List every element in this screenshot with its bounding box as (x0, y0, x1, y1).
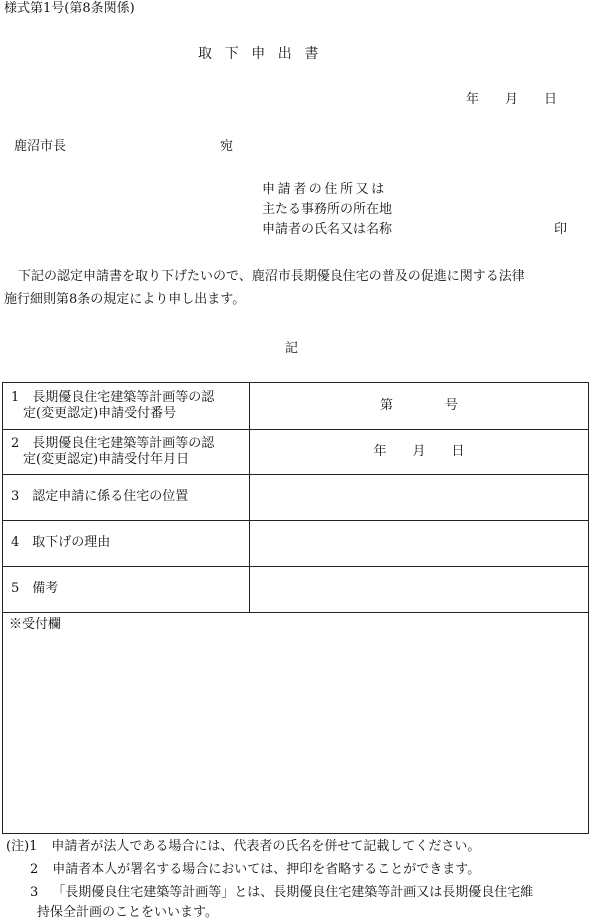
application-table (2, 382, 589, 613)
row-label-line: 3 認定申請に係る住宅の位置 (11, 489, 189, 505)
note-prefix: (注)1 (6, 839, 38, 854)
row-label (3, 521, 250, 567)
ki-heading: 記 (285, 341, 299, 356)
table-row (3, 383, 589, 430)
table-row (3, 430, 589, 475)
row-label (3, 383, 250, 430)
row-label-line: 定(変更認定)申請受付年月日 (23, 452, 190, 467)
note-text: 「長期優良住宅建築等計画等」とは、長期優良住宅建築等計画又は長期優良住宅維 (52, 885, 534, 900)
row-label-line: 4 取下げの理由 (11, 535, 111, 551)
note-text: 申請者本人が署名する場合においては、押印を省略することができます。 (52, 862, 481, 877)
addressee-honorific: 宛 (220, 139, 234, 154)
note-3-continuation (6, 905, 586, 921)
note-3 (6, 885, 586, 901)
row-label-line: 5 備考 (11, 581, 59, 597)
receipt-date-field[interactable] (250, 430, 589, 475)
seal-mark: 印 (554, 222, 568, 237)
table-row (3, 475, 589, 521)
body-text-line-1: 下記の認定申請書を取り下げたいので、鹿沼市長期優良住宅の普及の促進に関する法律 (18, 269, 525, 284)
row-value: 第 号 (379, 397, 458, 413)
form-number: 様式第1号(第8条関係) (4, 1, 135, 16)
note-text: 持保全計画のことをいいます。 (37, 905, 218, 920)
applicant-office-label: 主たる事務所の所在地 (262, 202, 393, 217)
table-row (3, 521, 589, 567)
row-label-line: 1 長期優良住宅建築等計画等の認 (11, 389, 215, 405)
body-text-line-2: 施行細則第8条の規定により申し出ます。 (4, 292, 246, 307)
row-label (3, 567, 250, 613)
document-title: 取下申出書 (198, 46, 331, 62)
applicant-address-label: 申請者の住所又は (262, 182, 387, 197)
applicant-name-label: 申請者の氏名又は名称 (262, 222, 393, 237)
withdrawal-reason-field[interactable] (250, 521, 589, 567)
row-label-line: 2 長期優良住宅建築等計画等の認 (11, 435, 215, 451)
table-row (3, 567, 589, 613)
note-2 (6, 862, 586, 878)
row-label (3, 475, 250, 521)
remarks-field[interactable] (250, 567, 589, 613)
row-label-line: 定(変更認定)申請受付番号 (23, 406, 177, 421)
receipt-number-field[interactable] (250, 383, 589, 430)
note-prefix: 3 (30, 885, 39, 900)
addressee-name: 鹿沼市長 (14, 139, 67, 154)
note-prefix: 2 (30, 862, 39, 877)
note-text: 申請者が法人である場合には、代表者の氏名を併せて記載してください。 (51, 839, 481, 854)
row-value: 年 月 日 (373, 443, 465, 459)
date-line: 年 月 日 (466, 92, 558, 107)
note-1 (6, 839, 586, 855)
reception-label: ※受付欄 (9, 617, 62, 632)
row-label (3, 430, 250, 475)
reception-box (2, 612, 589, 834)
house-location-field[interactable] (250, 475, 589, 521)
